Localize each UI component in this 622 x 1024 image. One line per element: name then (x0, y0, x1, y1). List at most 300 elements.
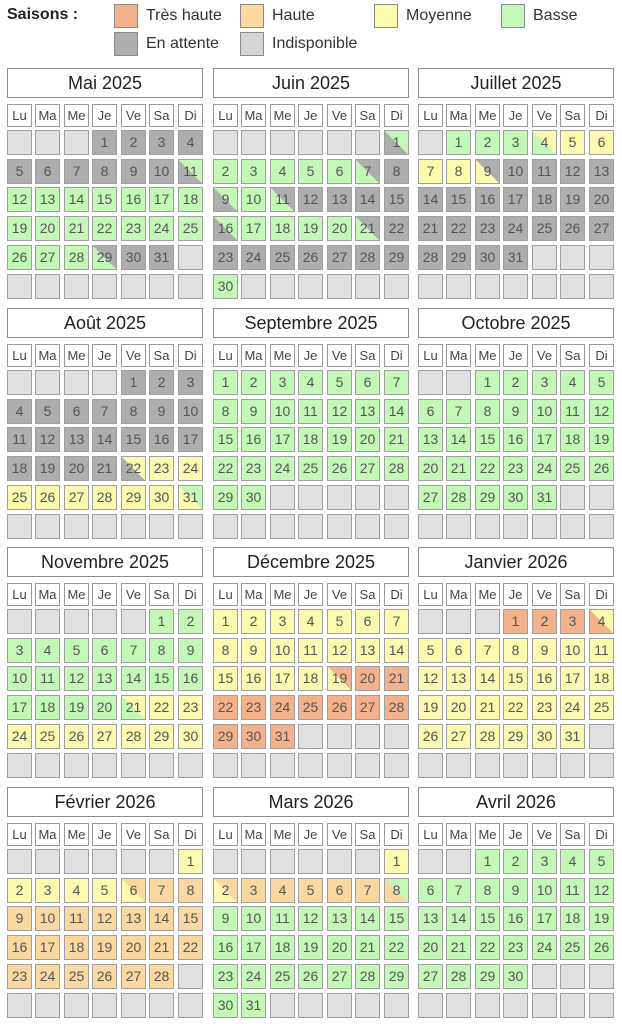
calendar-day[interactable]: 27 (64, 485, 89, 510)
calendar-day[interactable]: 20 (446, 695, 471, 720)
calendar-day[interactable]: 4 (298, 370, 323, 395)
calendar-day[interactable]: 10 (560, 638, 585, 663)
calendar-day[interactable]: 30 (178, 724, 203, 749)
calendar-day[interactable]: 30 (121, 245, 146, 270)
calendar-day[interactable]: 18 (298, 666, 323, 691)
calendar-day[interactable]: 25 (532, 216, 557, 241)
calendar-day[interactable]: 14 (121, 666, 146, 691)
calendar-day[interactable]: 2 (121, 130, 146, 155)
calendar-day[interactable]: 17 (241, 935, 266, 960)
calendar-day[interactable]: 8 (149, 638, 174, 663)
calendar-day[interactable]: 30 (241, 485, 266, 510)
calendar-day[interactable]: 6 (64, 399, 89, 424)
calendar-day[interactable]: 15 (149, 666, 174, 691)
calendar-day[interactable]: 26 (589, 935, 614, 960)
calendar-day[interactable]: 4 (560, 370, 585, 395)
calendar-day[interactable]: 30 (213, 993, 238, 1018)
calendar-day[interactable]: 19 (35, 456, 60, 481)
calendar-day[interactable]: 20 (35, 216, 60, 241)
calendar-day[interactable]: 3 (241, 878, 266, 903)
calendar-day[interactable]: 1 (213, 609, 238, 634)
calendar-day[interactable]: 30 (241, 724, 266, 749)
calendar-day[interactable]: 27 (446, 724, 471, 749)
calendar-day[interactable]: 7 (475, 638, 500, 663)
calendar-day[interactable]: 5 (92, 878, 117, 903)
calendar-day[interactable]: 27 (418, 485, 443, 510)
calendar-day[interactable]: 16 (241, 666, 266, 691)
calendar-day[interactable]: 4 (7, 399, 32, 424)
calendar-day[interactable]: 3 (270, 609, 295, 634)
calendar-day[interactable]: 20 (355, 427, 380, 452)
calendar-day[interactable]: 12 (298, 906, 323, 931)
calendar-day[interactable]: 5 (35, 399, 60, 424)
calendar-day[interactable]: 14 (149, 906, 174, 931)
calendar-day[interactable]: 9 (475, 159, 500, 184)
calendar-day[interactable]: 20 (64, 456, 89, 481)
calendar-day[interactable]: 25 (7, 485, 32, 510)
calendar-day[interactable]: 6 (418, 399, 443, 424)
calendar-day[interactable]: 24 (270, 695, 295, 720)
calendar-day[interactable]: 25 (560, 935, 585, 960)
calendar-day[interactable]: 5 (589, 370, 614, 395)
calendar-day[interactable]: 9 (503, 399, 528, 424)
calendar-day[interactable]: 11 (7, 427, 32, 452)
calendar-day[interactable]: 16 (121, 187, 146, 212)
calendar-day[interactable]: 7 (355, 159, 380, 184)
calendar-day[interactable]: 12 (589, 878, 614, 903)
calendar-day[interactable]: 12 (589, 399, 614, 424)
calendar-day[interactable]: 3 (560, 609, 585, 634)
calendar-day[interactable]: 19 (298, 935, 323, 960)
calendar-day[interactable]: 14 (64, 187, 89, 212)
calendar-day[interactable]: 28 (92, 485, 117, 510)
calendar-day[interactable]: 26 (7, 245, 32, 270)
calendar-day[interactable]: 29 (475, 485, 500, 510)
calendar-day[interactable]: 29 (149, 724, 174, 749)
calendar-day[interactable]: 13 (355, 399, 380, 424)
calendar-day[interactable]: 23 (241, 695, 266, 720)
calendar-day[interactable]: 13 (446, 666, 471, 691)
calendar-day[interactable]: 10 (35, 906, 60, 931)
calendar-day[interactable]: 23 (7, 964, 32, 989)
calendar-day[interactable]: 17 (35, 935, 60, 960)
calendar-day[interactable]: 8 (213, 399, 238, 424)
calendar-day[interactable]: 22 (384, 216, 409, 241)
calendar-day[interactable]: 22 (121, 456, 146, 481)
calendar-day[interactable]: 1 (503, 609, 528, 634)
calendar-day[interactable]: 2 (241, 370, 266, 395)
calendar-day[interactable]: 13 (355, 638, 380, 663)
calendar-day[interactable]: 7 (92, 399, 117, 424)
calendar-day[interactable]: 21 (418, 216, 443, 241)
calendar-day[interactable]: 15 (475, 906, 500, 931)
calendar-day[interactable]: 27 (418, 964, 443, 989)
calendar-day[interactable]: 9 (121, 159, 146, 184)
calendar-day[interactable]: 17 (7, 695, 32, 720)
calendar-day[interactable]: 3 (178, 370, 203, 395)
calendar-day[interactable]: 10 (7, 666, 32, 691)
calendar-day[interactable]: 28 (446, 964, 471, 989)
calendar-day[interactable]: 19 (589, 906, 614, 931)
calendar-day[interactable]: 2 (503, 370, 528, 395)
calendar-day[interactable]: 4 (64, 878, 89, 903)
calendar-day[interactable]: 20 (589, 187, 614, 212)
calendar-day[interactable]: 24 (503, 216, 528, 241)
calendar-day[interactable]: 26 (298, 964, 323, 989)
calendar-day[interactable]: 1 (213, 370, 238, 395)
calendar-day[interactable]: 15 (384, 187, 409, 212)
calendar-day[interactable]: 13 (92, 666, 117, 691)
calendar-day[interactable]: 2 (532, 609, 557, 634)
calendar-day[interactable]: 9 (7, 906, 32, 931)
calendar-day[interactable]: 20 (121, 935, 146, 960)
calendar-day[interactable]: 11 (298, 399, 323, 424)
calendar-day[interactable]: 6 (35, 159, 60, 184)
calendar-day[interactable]: 12 (7, 187, 32, 212)
calendar-day[interactable]: 2 (241, 609, 266, 634)
calendar-day[interactable]: 13 (327, 187, 352, 212)
calendar-day[interactable]: 23 (213, 245, 238, 270)
calendar-day[interactable]: 17 (241, 216, 266, 241)
calendar-day[interactable]: 11 (270, 187, 295, 212)
calendar-day[interactable]: 19 (589, 427, 614, 452)
calendar-day[interactable]: 13 (64, 427, 89, 452)
calendar-day[interactable]: 23 (178, 695, 203, 720)
calendar-day[interactable]: 28 (418, 245, 443, 270)
calendar-day[interactable]: 8 (475, 399, 500, 424)
calendar-day[interactable]: 31 (241, 993, 266, 1018)
calendar-day[interactable]: 30 (475, 245, 500, 270)
calendar-day[interactable]: 4 (589, 609, 614, 634)
calendar-day[interactable]: 13 (418, 427, 443, 452)
calendar-day[interactable]: 11 (178, 159, 203, 184)
calendar-day[interactable]: 22 (384, 935, 409, 960)
calendar-day[interactable]: 23 (149, 456, 174, 481)
calendar-day[interactable]: 2 (503, 849, 528, 874)
calendar-day[interactable]: 5 (327, 370, 352, 395)
calendar-day[interactable]: 22 (213, 695, 238, 720)
calendar-day[interactable]: 27 (35, 245, 60, 270)
calendar-day[interactable]: 29 (92, 245, 117, 270)
calendar-day[interactable]: 8 (384, 878, 409, 903)
calendar-day[interactable]: 23 (213, 964, 238, 989)
calendar-day[interactable]: 16 (503, 427, 528, 452)
calendar-day[interactable]: 15 (475, 427, 500, 452)
calendar-day[interactable]: 3 (503, 130, 528, 155)
calendar-day[interactable]: 15 (178, 906, 203, 931)
calendar-day[interactable]: 16 (7, 935, 32, 960)
calendar-day[interactable]: 29 (475, 964, 500, 989)
calendar-day[interactable]: 17 (532, 427, 557, 452)
calendar-day[interactable]: 14 (384, 399, 409, 424)
calendar-day[interactable]: 11 (64, 906, 89, 931)
calendar-day[interactable]: 19 (298, 216, 323, 241)
calendar-day[interactable]: 10 (532, 399, 557, 424)
calendar-day[interactable]: 15 (121, 427, 146, 452)
calendar-day[interactable]: 3 (270, 370, 295, 395)
calendar-day[interactable]: 18 (270, 216, 295, 241)
calendar-day[interactable]: 7 (446, 878, 471, 903)
calendar-day[interactable]: 19 (418, 695, 443, 720)
calendar-day[interactable]: 15 (92, 187, 117, 212)
calendar-day[interactable]: 5 (560, 130, 585, 155)
calendar-day[interactable]: 9 (213, 187, 238, 212)
calendar-day[interactable]: 16 (241, 427, 266, 452)
calendar-day[interactable]: 28 (446, 485, 471, 510)
calendar-day[interactable]: 7 (418, 159, 443, 184)
calendar-day[interactable]: 5 (298, 878, 323, 903)
calendar-day[interactable]: 28 (355, 964, 380, 989)
calendar-day[interactable]: 18 (270, 935, 295, 960)
calendar-day[interactable]: 7 (149, 878, 174, 903)
calendar-day[interactable]: 31 (178, 485, 203, 510)
calendar-day[interactable]: 14 (92, 427, 117, 452)
calendar-day[interactable]: 24 (35, 964, 60, 989)
calendar-day[interactable]: 22 (149, 695, 174, 720)
calendar-day[interactable]: 18 (7, 456, 32, 481)
calendar-day[interactable]: 9 (149, 399, 174, 424)
calendar-day[interactable]: 5 (418, 638, 443, 663)
calendar-day[interactable]: 29 (384, 245, 409, 270)
calendar-day[interactable]: 21 (121, 695, 146, 720)
calendar-day[interactable]: 4 (560, 849, 585, 874)
calendar-day[interactable]: 10 (503, 159, 528, 184)
calendar-day[interactable]: 24 (560, 695, 585, 720)
calendar-day[interactable]: 11 (589, 638, 614, 663)
calendar-day[interactable]: 10 (149, 159, 174, 184)
calendar-day[interactable]: 7 (64, 159, 89, 184)
calendar-day[interactable]: 11 (298, 638, 323, 663)
calendar-day[interactable]: 16 (178, 666, 203, 691)
calendar-day[interactable]: 31 (270, 724, 295, 749)
calendar-day[interactable]: 23 (503, 935, 528, 960)
calendar-day[interactable]: 17 (560, 666, 585, 691)
calendar-day[interactable]: 20 (418, 935, 443, 960)
calendar-day[interactable]: 4 (35, 638, 60, 663)
calendar-day[interactable]: 16 (213, 935, 238, 960)
calendar-day[interactable]: 25 (35, 724, 60, 749)
calendar-day[interactable]: 4 (270, 159, 295, 184)
calendar-day[interactable]: 22 (503, 695, 528, 720)
calendar-day[interactable]: 14 (475, 666, 500, 691)
calendar-day[interactable]: 14 (446, 427, 471, 452)
calendar-day[interactable]: 24 (149, 216, 174, 241)
calendar-day[interactable]: 2 (7, 878, 32, 903)
calendar-day[interactable]: 13 (121, 906, 146, 931)
calendar-day[interactable]: 5 (64, 638, 89, 663)
calendar-day[interactable]: 1 (121, 370, 146, 395)
calendar-day[interactable]: 15 (213, 427, 238, 452)
calendar-day[interactable]: 27 (327, 964, 352, 989)
calendar-day[interactable]: 1 (475, 370, 500, 395)
calendar-day[interactable]: 16 (149, 427, 174, 452)
calendar-day[interactable]: 9 (241, 399, 266, 424)
calendar-day[interactable]: 28 (384, 695, 409, 720)
calendar-day[interactable]: 11 (532, 159, 557, 184)
calendar-day[interactable]: 16 (532, 666, 557, 691)
calendar-day[interactable]: 21 (384, 666, 409, 691)
calendar-day[interactable]: 5 (7, 159, 32, 184)
calendar-day[interactable]: 27 (92, 724, 117, 749)
calendar-day[interactable]: 3 (532, 849, 557, 874)
calendar-day[interactable]: 22 (446, 216, 471, 241)
calendar-day[interactable]: 31 (532, 485, 557, 510)
calendar-day[interactable]: 26 (327, 695, 352, 720)
calendar-day[interactable]: 10 (178, 399, 203, 424)
calendar-day[interactable]: 18 (178, 187, 203, 212)
calendar-day[interactable]: 25 (178, 216, 203, 241)
calendar-day[interactable]: 2 (178, 609, 203, 634)
calendar-day[interactable]: 5 (327, 609, 352, 634)
calendar-day[interactable]: 29 (213, 724, 238, 749)
calendar-day[interactable]: 10 (532, 878, 557, 903)
calendar-day[interactable]: 17 (270, 666, 295, 691)
calendar-day[interactable]: 25 (64, 964, 89, 989)
calendar-day[interactable]: 1 (149, 609, 174, 634)
calendar-day[interactable]: 12 (418, 666, 443, 691)
calendar-day[interactable]: 27 (121, 964, 146, 989)
calendar-day[interactable]: 7 (121, 638, 146, 663)
calendar-day[interactable]: 23 (503, 456, 528, 481)
calendar-day[interactable]: 19 (327, 666, 352, 691)
calendar-day[interactable]: 17 (149, 187, 174, 212)
calendar-day[interactable]: 14 (355, 187, 380, 212)
calendar-day[interactable]: 6 (92, 638, 117, 663)
calendar-day[interactable]: 27 (589, 216, 614, 241)
calendar-day[interactable]: 6 (327, 159, 352, 184)
calendar-day[interactable]: 14 (446, 906, 471, 931)
calendar-day[interactable]: 21 (446, 935, 471, 960)
calendar-day[interactable]: 1 (178, 849, 203, 874)
calendar-day[interactable]: 18 (589, 666, 614, 691)
calendar-day[interactable]: 23 (475, 216, 500, 241)
calendar-day[interactable]: 26 (327, 456, 352, 481)
calendar-day[interactable]: 6 (589, 130, 614, 155)
calendar-day[interactable]: 1 (446, 130, 471, 155)
calendar-day[interactable]: 28 (355, 245, 380, 270)
calendar-day[interactable]: 21 (355, 216, 380, 241)
calendar-day[interactable]: 29 (503, 724, 528, 749)
calendar-day[interactable]: 2 (149, 370, 174, 395)
calendar-day[interactable]: 16 (213, 216, 238, 241)
calendar-day[interactable]: 23 (532, 695, 557, 720)
calendar-day[interactable]: 31 (560, 724, 585, 749)
calendar-day[interactable]: 12 (327, 638, 352, 663)
calendar-day[interactable]: 9 (532, 638, 557, 663)
calendar-day[interactable]: 18 (298, 427, 323, 452)
calendar-day[interactable]: 6 (355, 609, 380, 634)
calendar-day[interactable]: 7 (384, 609, 409, 634)
calendar-day[interactable]: 3 (35, 878, 60, 903)
calendar-day[interactable]: 4 (178, 130, 203, 155)
calendar-day[interactable]: 19 (7, 216, 32, 241)
calendar-day[interactable]: 22 (475, 935, 500, 960)
calendar-day[interactable]: 22 (475, 456, 500, 481)
calendar-day[interactable]: 13 (35, 187, 60, 212)
calendar-day[interactable]: 14 (384, 638, 409, 663)
calendar-day[interactable]: 26 (418, 724, 443, 749)
calendar-day[interactable]: 26 (298, 245, 323, 270)
calendar-day[interactable]: 25 (560, 456, 585, 481)
calendar-day[interactable]: 20 (418, 456, 443, 481)
calendar-day[interactable]: 24 (7, 724, 32, 749)
calendar-day[interactable]: 10 (270, 399, 295, 424)
calendar-day[interactable]: 14 (418, 187, 443, 212)
calendar-day[interactable]: 29 (446, 245, 471, 270)
calendar-day[interactable]: 8 (92, 159, 117, 184)
calendar-day[interactable]: 13 (589, 159, 614, 184)
calendar-day[interactable]: 3 (241, 159, 266, 184)
calendar-day[interactable]: 2 (213, 159, 238, 184)
calendar-day[interactable]: 21 (475, 695, 500, 720)
calendar-day[interactable]: 25 (298, 695, 323, 720)
calendar-day[interactable]: 5 (589, 849, 614, 874)
calendar-day[interactable]: 8 (475, 878, 500, 903)
calendar-day[interactable]: 17 (503, 187, 528, 212)
calendar-day[interactable]: 8 (446, 159, 471, 184)
calendar-day[interactable]: 19 (327, 427, 352, 452)
calendar-day[interactable]: 6 (418, 878, 443, 903)
calendar-day[interactable]: 29 (213, 485, 238, 510)
calendar-day[interactable]: 6 (327, 878, 352, 903)
calendar-day[interactable]: 27 (355, 456, 380, 481)
calendar-day[interactable]: 7 (384, 370, 409, 395)
calendar-day[interactable]: 12 (298, 187, 323, 212)
calendar-day[interactable]: 29 (121, 485, 146, 510)
calendar-day[interactable]: 7 (355, 878, 380, 903)
calendar-day[interactable]: 22 (92, 216, 117, 241)
calendar-day[interactable]: 18 (35, 695, 60, 720)
calendar-day[interactable]: 8 (384, 159, 409, 184)
calendar-day[interactable]: 11 (270, 906, 295, 931)
calendar-day[interactable]: 24 (270, 456, 295, 481)
calendar-day[interactable]: 13 (327, 906, 352, 931)
calendar-day[interactable]: 21 (355, 935, 380, 960)
calendar-day[interactable]: 22 (178, 935, 203, 960)
calendar-day[interactable]: 21 (64, 216, 89, 241)
calendar-day[interactable]: 25 (298, 456, 323, 481)
calendar-day[interactable]: 3 (532, 370, 557, 395)
calendar-day[interactable]: 29 (384, 964, 409, 989)
calendar-day[interactable]: 30 (503, 964, 528, 989)
calendar-day[interactable]: 27 (327, 245, 352, 270)
calendar-day[interactable]: 14 (355, 906, 380, 931)
calendar-day[interactable]: 1 (92, 130, 117, 155)
calendar-day[interactable]: 1 (475, 849, 500, 874)
calendar-day[interactable]: 6 (121, 878, 146, 903)
calendar-day[interactable]: 31 (503, 245, 528, 270)
calendar-day[interactable]: 12 (35, 427, 60, 452)
calendar-day[interactable]: 21 (384, 427, 409, 452)
calendar-day[interactable]: 26 (35, 485, 60, 510)
calendar-day[interactable]: 4 (270, 878, 295, 903)
calendar-day[interactable]: 12 (327, 399, 352, 424)
calendar-day[interactable]: 26 (589, 456, 614, 481)
calendar-day[interactable]: 5 (298, 159, 323, 184)
calendar-day[interactable]: 17 (532, 906, 557, 931)
calendar-day[interactable]: 1 (384, 130, 409, 155)
calendar-day[interactable]: 26 (64, 724, 89, 749)
calendar-day[interactable]: 28 (64, 245, 89, 270)
calendar-day[interactable]: 9 (213, 906, 238, 931)
calendar-day[interactable]: 21 (446, 456, 471, 481)
calendar-day[interactable]: 23 (121, 216, 146, 241)
calendar-day[interactable]: 24 (532, 456, 557, 481)
calendar-day[interactable]: 16 (475, 187, 500, 212)
calendar-day[interactable]: 12 (64, 666, 89, 691)
calendar-day[interactable]: 8 (121, 399, 146, 424)
calendar-day[interactable]: 24 (241, 245, 266, 270)
